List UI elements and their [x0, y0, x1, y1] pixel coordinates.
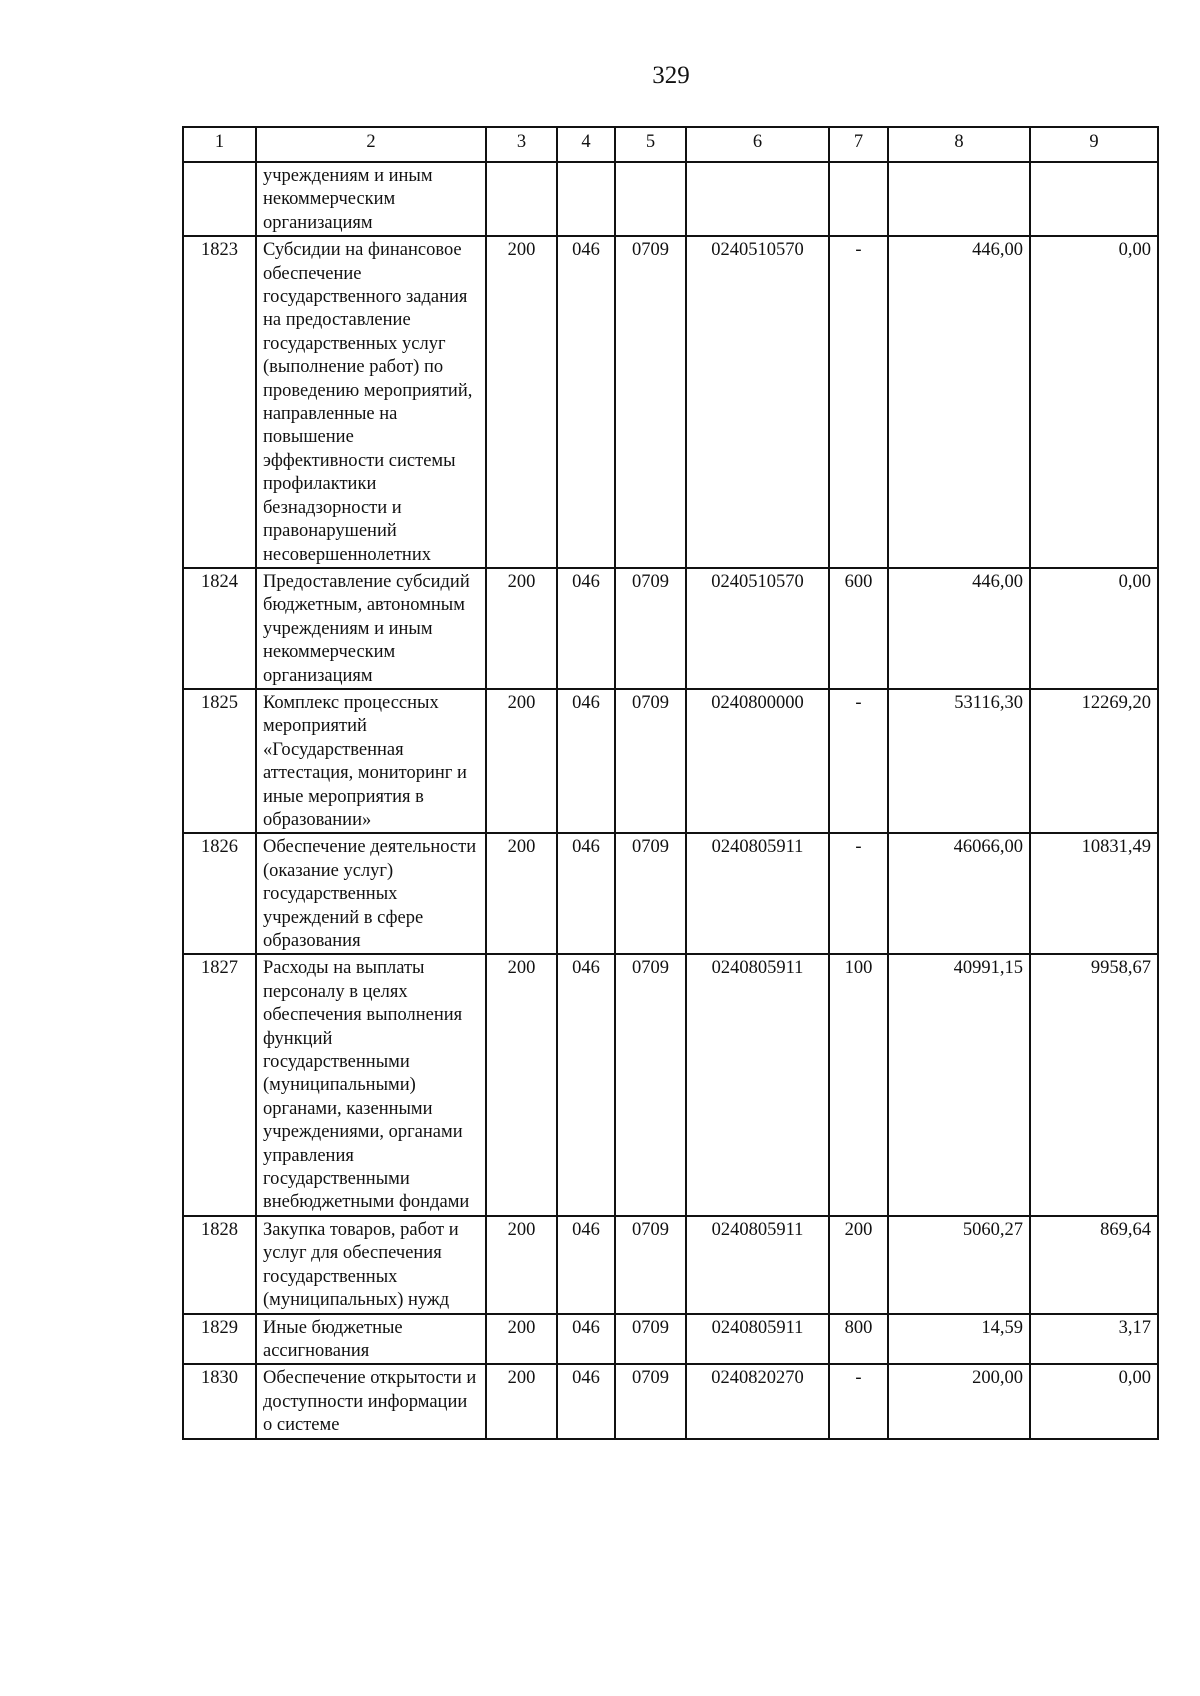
row-col5: 0709: [615, 236, 686, 568]
row-col3: 200: [486, 568, 557, 689]
row-col3: [486, 162, 557, 236]
row-name: Расходы на выплаты персоналу в целях обеспечения выполнения функций государственными (муниципальными) органами, казенными учреждениями, органами управления государственными внебюджетными фондами: [256, 954, 486, 1215]
row-col9: 0,00: [1030, 1364, 1158, 1438]
row-col6: [686, 162, 829, 236]
row-col7: -: [829, 1364, 888, 1438]
table-row: [183, 1364, 1158, 1438]
row-number: 1823: [183, 236, 256, 568]
page-number: 329: [652, 62, 690, 89]
col-header-6: 6: [686, 127, 829, 162]
row-number: 1829: [183, 1314, 256, 1365]
row-col6: 0240805911: [686, 1314, 829, 1365]
row-number: 1827: [183, 954, 256, 1215]
table-row: [183, 689, 1158, 833]
row-col4: 046: [557, 1314, 615, 1365]
table-row: [183, 568, 1158, 689]
row-col8: 53116,30: [888, 689, 1030, 833]
row-col3: 200: [486, 689, 557, 833]
row-col4: 046: [557, 689, 615, 833]
col-header-7: 7: [829, 127, 888, 162]
col-header-2: 2: [256, 127, 486, 162]
col-header-9: 9: [1030, 127, 1158, 162]
col-header-8: 8: [888, 127, 1030, 162]
table-row: [183, 833, 1158, 954]
row-col8: 446,00: [888, 236, 1030, 568]
row-name: Предоставление субсидий бюджетным, автономным учреждениям и иным некоммерческим организациям: [256, 568, 486, 689]
row-col4: [557, 162, 615, 236]
row-col9: 3,17: [1030, 1314, 1158, 1365]
row-col6: 0240510570: [686, 568, 829, 689]
row-col7: -: [829, 833, 888, 954]
row-col3: 200: [486, 833, 557, 954]
table-row: [183, 162, 1158, 236]
row-col5: 0709: [615, 1216, 686, 1314]
row-col6: 0240805911: [686, 954, 829, 1215]
row-col8: 5060,27: [888, 1216, 1030, 1314]
row-col7: 200: [829, 1216, 888, 1314]
row-col9: [1030, 162, 1158, 236]
row-number: [183, 162, 256, 236]
table-row: [183, 1314, 1158, 1365]
row-col7: -: [829, 689, 888, 833]
table-row: [183, 1216, 1158, 1314]
row-col8: 200,00: [888, 1364, 1030, 1438]
row-number: 1825: [183, 689, 256, 833]
row-col4: 046: [557, 1216, 615, 1314]
row-col4: 046: [557, 1364, 615, 1438]
row-col8: [888, 162, 1030, 236]
row-col8: 446,00: [888, 568, 1030, 689]
row-col5: 0709: [615, 1364, 686, 1438]
col-header-3: 3: [486, 127, 557, 162]
row-col5: 0709: [615, 568, 686, 689]
row-col7: [829, 162, 888, 236]
row-col9: 12269,20: [1030, 689, 1158, 833]
row-col4: 046: [557, 236, 615, 568]
row-col5: [615, 162, 686, 236]
row-col6: 0240800000: [686, 689, 829, 833]
col-header-5: 5: [615, 127, 686, 162]
row-col9: 9958,67: [1030, 954, 1158, 1215]
row-col3: 200: [486, 1364, 557, 1438]
row-col6: 0240805911: [686, 833, 829, 954]
row-name: Субсидии на финансовое обеспечение государственного задания на предоставление государственных услуг (выполнение работ) по проведению мероприятий, направленные на повышение эффективности системы профилактики безнадзорности и правонарушений несовершеннолетних: [256, 236, 486, 568]
row-col4: 046: [557, 954, 615, 1215]
row-col3: 200: [486, 236, 557, 568]
row-name: Закупка товаров, работ и услуг для обеспечения государственных (муниципальных) нужд: [256, 1216, 486, 1314]
row-number: 1826: [183, 833, 256, 954]
row-col7: -: [829, 236, 888, 568]
row-col8: 14,59: [888, 1314, 1030, 1365]
row-col9: 869,64: [1030, 1216, 1158, 1314]
row-col3: 200: [486, 1314, 557, 1365]
row-col3: 200: [486, 1216, 557, 1314]
row-name: Обеспечение открытости и доступности информации о системе: [256, 1364, 486, 1438]
row-col9: 0,00: [1030, 236, 1158, 568]
header-row: [183, 127, 1158, 162]
row-number: 1824: [183, 568, 256, 689]
row-col4: 046: [557, 833, 615, 954]
row-col5: 0709: [615, 1314, 686, 1365]
row-col7: 600: [829, 568, 888, 689]
table-row: [183, 236, 1158, 568]
table-row: [183, 954, 1158, 1215]
row-number: 1828: [183, 1216, 256, 1314]
row-number: 1830: [183, 1364, 256, 1438]
row-col7: 100: [829, 954, 888, 1215]
col-header-4: 4: [557, 127, 615, 162]
budget-table: [182, 126, 1159, 1440]
row-col9: 10831,49: [1030, 833, 1158, 954]
col-header-1: 1: [183, 127, 256, 162]
row-name: Иные бюджетные ассигнования: [256, 1314, 486, 1365]
row-col6: 0240510570: [686, 236, 829, 568]
row-col4: 046: [557, 568, 615, 689]
row-col7: 800: [829, 1314, 888, 1365]
row-col8: 40991,15: [888, 954, 1030, 1215]
row-col8: 46066,00: [888, 833, 1030, 954]
row-col6: 0240805911: [686, 1216, 829, 1314]
row-col3: 200: [486, 954, 557, 1215]
row-name: учреждениям и иным некоммерческим организациям: [256, 162, 486, 236]
row-col5: 0709: [615, 689, 686, 833]
row-col5: 0709: [615, 833, 686, 954]
row-col9: 0,00: [1030, 568, 1158, 689]
row-col5: 0709: [615, 954, 686, 1215]
row-name: Обеспечение деятельности (оказание услуг) государственных учреждений в сфере образования: [256, 833, 486, 954]
row-col6: 0240820270: [686, 1364, 829, 1438]
row-name: Комплекс процессных мероприятий «Государственная аттестация, мониторинг и иные мероприятия в образовании»: [256, 689, 486, 833]
